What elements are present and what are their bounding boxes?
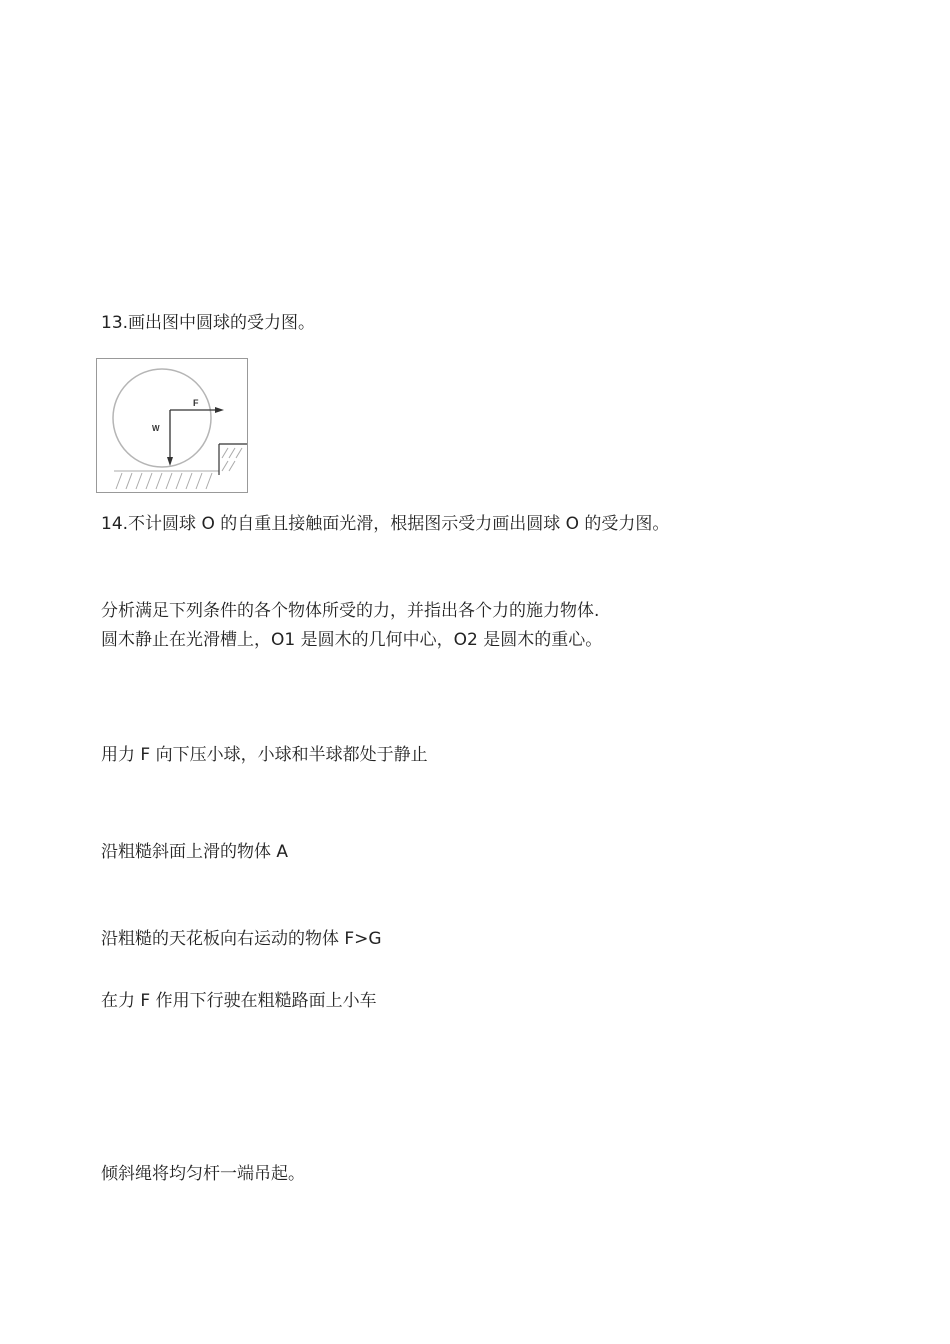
- case-slide-up-slope: 沿粗糙斜面上滑的物体 A: [101, 842, 289, 862]
- instruction-text: 分析满足下列条件的各个物体所受的力，并指出各个力的施力物体.: [101, 601, 600, 621]
- figure-frame: [97, 359, 248, 493]
- case-rope-lifted-rod: 倾斜绳将均匀杆一端吊起。: [101, 1164, 305, 1184]
- force-f-label: F: [193, 398, 199, 408]
- ball-force-diagram: [96, 358, 248, 493]
- case-cart-on-road: 在力 F 作用下行驶在粗糙路面上小车: [101, 991, 377, 1011]
- ball-force-figure: [96, 358, 248, 493]
- question-13-text: 13.画出图中圆球的受力图。: [101, 313, 316, 333]
- case-log-in-groove: 圆木静止在光滑槽上，O1 是圆木的几何中心，O2 是圆木的重心。: [101, 630, 603, 650]
- case-press-small-ball: 用力 F 向下压小球，小球和半球都处于静止: [101, 745, 428, 765]
- weight-w-label: W: [152, 424, 160, 433]
- case-ceiling-object: 沿粗糙的天花板向右运动的物体 F>G: [101, 929, 382, 949]
- question-14-text: 14.不计圆球 O 的自重且接触面光滑，根据图示受力画出圆球 O 的受力图。: [101, 514, 670, 534]
